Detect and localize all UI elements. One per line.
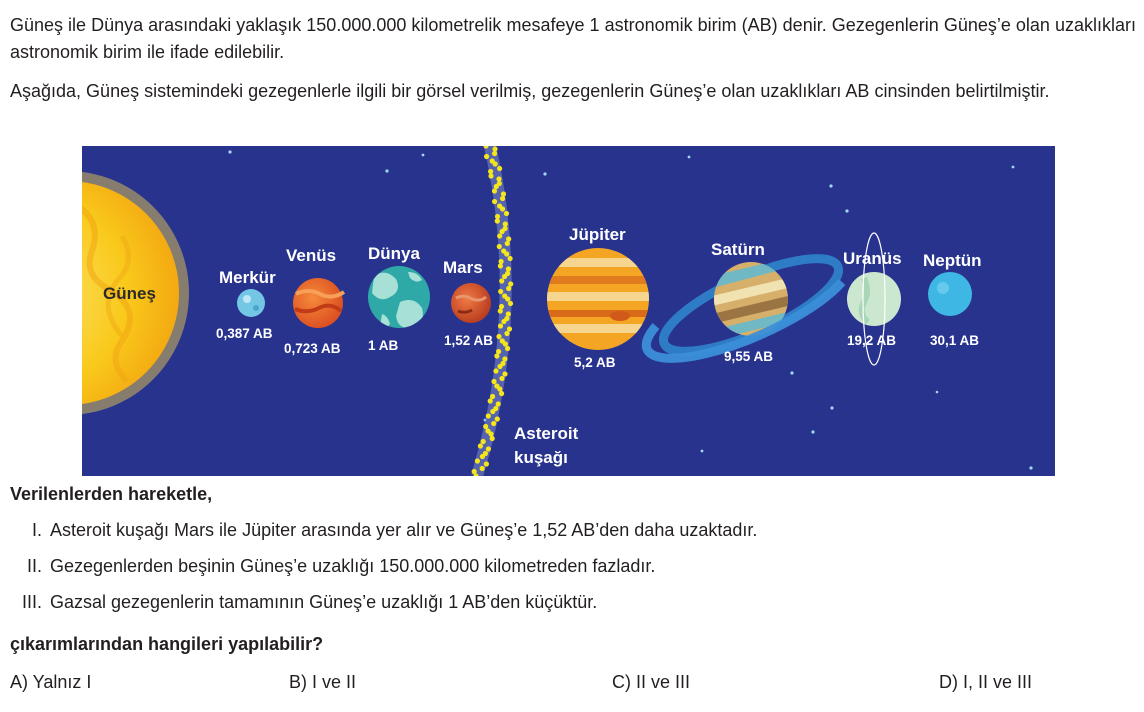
asteroid-dot — [505, 241, 510, 246]
asteroid-dot — [495, 214, 500, 219]
statement-number: I. — [31, 520, 42, 540]
asteroid-dot — [486, 446, 491, 451]
planet-distance-merkur: 0,387 AB — [216, 326, 273, 341]
intro-paragraph-1: Güneş ile Dünya arasındaki yaklaşık 150.000.000 kilometrelik mesafeye 1 astronomik birim (AB) denir. Gezegenlerin Güneş’e olan uzaklıkları astronomik birim ile ifade edilebilir. — [10, 15, 1136, 62]
asteroid-dot — [506, 266, 511, 271]
asteroid-dot — [496, 334, 501, 339]
asteroid-dot — [503, 221, 508, 226]
asteroid-dot — [499, 376, 504, 381]
asteroid-dot — [481, 439, 486, 444]
asteroid-dot — [492, 146, 497, 151]
asteroid-dot — [497, 233, 502, 238]
statement-text: Asteroit kuşağı Mars ile Jüpiter arasında yer alır ve Güneş’e 1,52 AB’den daha uzaktadır. — [50, 520, 758, 540]
planet-name-merkur: Merkür — [219, 268, 276, 287]
statement-text: Gazsal gezegenlerin tamamının Güneş’e uzaklığı 1 AB’den küçüktür. — [50, 592, 598, 612]
asteroid-dot — [490, 394, 495, 399]
asteroid-dot — [472, 469, 477, 474]
earth-shape — [368, 266, 430, 328]
asteroid-dot — [498, 289, 503, 294]
asteroid-dot — [502, 274, 507, 279]
asteroid-dot — [507, 326, 512, 331]
question-text: çıkarımlarından hangileri yapılabilir? — [10, 634, 324, 654]
asteroid-dot — [505, 346, 510, 351]
asteroid-dot — [492, 188, 497, 193]
mars-shape — [451, 283, 491, 323]
option-b[interactable]: B) I ve II — [289, 672, 357, 692]
asteroid-dot — [501, 319, 506, 324]
asteroid-dot — [484, 461, 489, 466]
planet-distance-neptun: 30,1 AB — [930, 333, 980, 348]
asteroid-dot — [496, 401, 501, 406]
statement-number: II. — [26, 556, 42, 576]
statement-2 — [10, 556, 655, 577]
planet-name-jupiter: Jüpiter — [569, 225, 626, 244]
asteroid-dot — [480, 454, 485, 459]
statement-text: Gezegenlerden beşinin Güneş’e uzaklığı 150.000.000 kilometreden fazladır. — [50, 556, 656, 576]
asteroid-dot — [498, 323, 503, 328]
asteroid-dot — [488, 169, 493, 174]
asteroid-dot — [493, 368, 498, 373]
asteroid-dot — [498, 263, 503, 268]
asteroid-dot — [503, 341, 508, 346]
jupiter-shape — [542, 248, 654, 350]
asteroid-dot — [494, 353, 499, 358]
statement-number: III. — [21, 592, 42, 612]
asteroid-dot — [497, 386, 502, 391]
sun-label: Güneş — [103, 284, 156, 303]
asteroid-dot — [490, 409, 495, 414]
statement-1 — [10, 520, 757, 541]
solar-system-figure — [82, 146, 1055, 476]
asteroid-dot — [499, 278, 504, 283]
mercury-shape — [237, 289, 265, 317]
asteroid-dot — [508, 256, 513, 261]
venus-shape — [293, 278, 344, 328]
intro-paragraph-2: Aşağıda, Güneş sistemindeki gezegenlerle ilgili bir görsel verilmiş, gezegenlerin Güneş’e olan uzaklıkları AB cinsinden belirtilmiştir. — [10, 81, 1050, 101]
asteroid-belt-label-line-2: kuşağı — [514, 448, 568, 467]
asteroid-dot — [488, 173, 493, 178]
asteroid-dot — [480, 466, 485, 471]
planet-name-venus: Venüs — [286, 246, 337, 265]
option-c[interactable]: C) II ve III — [612, 672, 691, 692]
asteroid-dot — [497, 166, 502, 171]
planet-name-dunya: Dünya — [368, 244, 420, 263]
asteroid-dot — [505, 296, 510, 301]
asteroid-dot — [496, 176, 501, 181]
asteroid-dot — [502, 371, 507, 376]
neptune-shape — [928, 272, 972, 316]
asteroid-dot — [497, 364, 502, 369]
asteroid-dot — [488, 398, 493, 403]
asteroid-dot — [508, 281, 513, 286]
asteroid-dot — [491, 421, 496, 426]
asteroid-dot — [500, 229, 505, 234]
asteroid-belt-label-line-1: Asteroit — [514, 424, 579, 443]
planet-distance-uranus: 19,2 AB — [847, 333, 897, 348]
asteroid-dot — [499, 304, 504, 309]
asteroid-dot — [504, 211, 509, 216]
lead-text: Verilenlerden hareketle, — [10, 484, 213, 504]
asteroid-dot — [506, 286, 511, 291]
asteroid-dot — [491, 379, 496, 384]
asteroid-dot — [478, 443, 483, 448]
asteroid-dot — [506, 311, 511, 316]
statement-3 — [10, 592, 597, 613]
asteroid-dot — [495, 218, 500, 223]
asteroid-dot — [496, 349, 501, 354]
asteroid-dot — [506, 236, 511, 241]
asteroid-dot — [483, 424, 488, 429]
planet-distance-dunya: 1 AB — [368, 338, 399, 353]
planet-name-saturn: Satürn — [711, 240, 765, 259]
planet-distance-jupiter: 5,2 AB — [574, 355, 616, 370]
asteroid-dot — [494, 184, 499, 189]
asteroid-dot — [492, 199, 497, 204]
asteroid-dot — [500, 206, 505, 211]
asteroid-dot — [504, 251, 509, 256]
option-a[interactable]: A) Yalnız I — [10, 672, 92, 692]
asteroid-dot — [498, 308, 503, 313]
asteroid-belt-label — [514, 422, 578, 470]
planet-name-mars: Mars — [443, 258, 483, 277]
asteroid-dot — [500, 196, 505, 201]
asteroid-dot — [495, 416, 500, 421]
asteroid-dot — [508, 301, 513, 306]
asteroid-dot — [492, 151, 497, 156]
asteroid-dot — [499, 391, 504, 396]
asteroid-dot — [490, 436, 495, 441]
asteroid-dot — [493, 161, 498, 166]
asteroid-dot — [502, 356, 507, 361]
planet-distance-mars: 1,52 AB — [444, 333, 494, 348]
asteroid-dot — [486, 413, 491, 418]
asteroid-dot — [501, 191, 506, 196]
asteroid-dot — [484, 154, 489, 159]
asteroid-dot — [488, 431, 493, 436]
asteroid-dot — [499, 259, 504, 264]
planet-name-uranus: Uranüs — [843, 249, 902, 268]
asteroid-dot — [504, 331, 509, 336]
planet-distance-saturn: 9,55 AB — [724, 349, 774, 364]
planet-distance-venus: 0,723 AB — [284, 341, 341, 356]
planet-name-neptun: Neptün — [923, 251, 982, 270]
option-d[interactable]: D) I, II ve III — [939, 672, 1033, 692]
asteroid-dot — [475, 458, 480, 463]
asteroid-dot — [497, 244, 502, 249]
